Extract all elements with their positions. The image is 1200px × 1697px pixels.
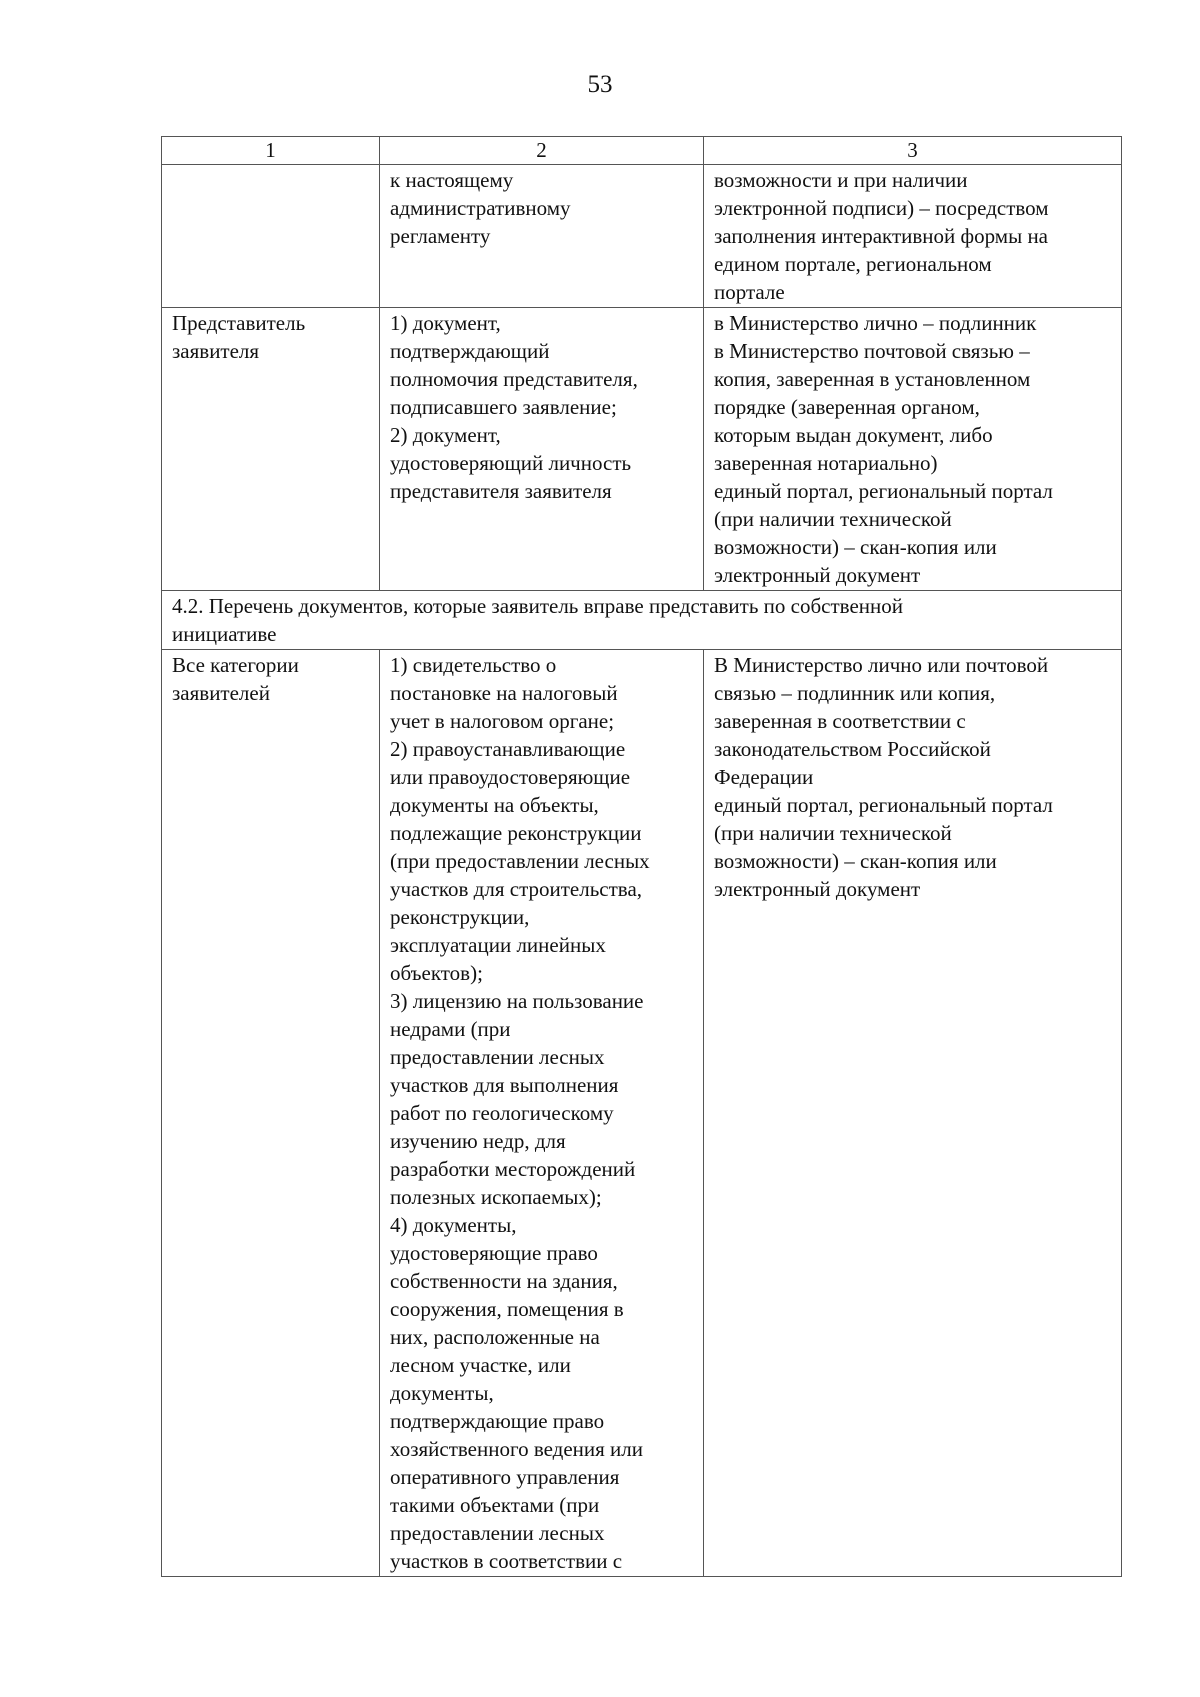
representative-submission-cell — [704, 308, 1122, 591]
text-line: заполнения интерактивной формы на — [714, 224, 1049, 248]
text-line: 2) документ, — [390, 423, 501, 447]
header-cell-1: 1 — [162, 137, 380, 165]
text-line: них, расположенные на — [390, 1325, 600, 1349]
text-line: копия, заверенная в установленном — [714, 367, 1031, 391]
header-cell-3: 3 — [704, 137, 1122, 165]
text-line: участков для строительства, — [390, 877, 643, 901]
text-line: 4.2. Перечень документов, которые заявитель вправе представить по собственной — [172, 594, 903, 618]
text-line: 1) документ, — [390, 311, 501, 335]
text-line: или правоудостоверяющие — [390, 765, 631, 789]
text-line: возможности) – скан-копия или — [714, 535, 997, 559]
continuation-submission-cell — [704, 165, 1122, 308]
text-line: недрами (при — [390, 1017, 511, 1041]
text-line: В Министерство лично или почтовой — [714, 653, 1049, 677]
text-line: 2) правоустанавливающие — [390, 737, 626, 761]
text-line: удостоверяющие право — [390, 1241, 598, 1265]
text-line: 3) лицензию на пользование — [390, 989, 644, 1013]
text-line: постановке на налоговый — [390, 681, 618, 705]
text-line: полезных ископаемых); — [390, 1185, 602, 1209]
continuation-documents-cell — [380, 165, 704, 308]
text-line: такими объектами (при — [390, 1493, 600, 1517]
text-line: лесном участке, или — [390, 1353, 571, 1377]
text-line: оперативного управления — [390, 1465, 620, 1489]
text-line: в Министерство лично – подлинник — [714, 311, 1037, 335]
text-line: участков в соответствии с — [390, 1549, 623, 1573]
text-line: инициативе — [172, 622, 277, 646]
text-line: порядке (заверенная органом, — [714, 395, 980, 419]
section-heading — [162, 591, 1122, 650]
table-row — [162, 165, 1122, 308]
text-line: участков для выполнения — [390, 1073, 619, 1097]
continuation-category-cell — [162, 165, 380, 308]
all-categories-documents-cell — [380, 650, 704, 1577]
text-line: административному — [390, 196, 571, 220]
text-line: заявителя — [172, 339, 260, 363]
text-line: предоставлении лесных — [390, 1045, 605, 1069]
text-line: удостоверяющий личность — [390, 451, 632, 475]
header-cell-2: 2 — [380, 137, 704, 165]
text-line: документы на объекты, — [390, 793, 599, 817]
text-line: эксплуатации линейных — [390, 933, 606, 957]
representative-documents-cell — [380, 308, 704, 591]
page-number: 53 — [587, 71, 613, 98]
all-categories-submission-cell — [704, 650, 1122, 1577]
documents-table — [161, 136, 1122, 1577]
text-line: 1) свидетельство о — [390, 653, 557, 677]
text-line: представителя заявителя — [390, 479, 612, 503]
text-line: законодательством Российской — [714, 737, 991, 761]
table-row — [162, 650, 1122, 1577]
text-line: собственности на здания, — [390, 1269, 618, 1293]
text-line: (при наличии технической — [714, 821, 952, 845]
text-line: (при наличии технической — [714, 507, 952, 531]
text-line: работ по геологическому — [390, 1101, 614, 1125]
text-line: электронный документ — [714, 563, 921, 587]
text-line: электронной подписи) – посредством — [714, 196, 1049, 220]
text-line: возможности) – скан-копия или — [714, 849, 997, 873]
text-line: регламенту — [390, 224, 491, 248]
text-line: к настоящему — [390, 168, 514, 192]
text-line: разработки месторождений — [390, 1157, 636, 1181]
text-line: подтверждающие право — [390, 1409, 605, 1433]
text-line: реконструкции, — [390, 905, 530, 929]
text-line: подписавшего заявление; — [390, 395, 617, 419]
text-line: изучению недр, для — [390, 1129, 566, 1153]
text-line: связью – подлинник или копия, — [714, 681, 996, 705]
representative-category-cell — [162, 308, 380, 591]
text-line: документы, — [390, 1381, 494, 1405]
text-line: хозяйственного ведения или — [390, 1437, 644, 1461]
text-line: единый портал, региональный портал — [714, 479, 1053, 503]
text-line: электронный документ — [714, 877, 921, 901]
all-categories-category-cell — [162, 650, 380, 1577]
text-line: Все категории — [172, 653, 299, 677]
text-line: сооружения, помещения в — [390, 1297, 624, 1321]
text-line: едином портале, региональном — [714, 252, 992, 276]
text-line: объектов); — [390, 961, 483, 985]
text-line: портале — [714, 280, 785, 304]
text-line: подтверждающий — [390, 339, 550, 363]
text-line: (при предоставлении лесных — [390, 849, 650, 873]
text-line: Представитель — [172, 311, 306, 335]
text-line: заверенная нотариально) — [714, 451, 938, 475]
table-row — [162, 308, 1122, 591]
text-line: в Министерство почтовой связью – — [714, 339, 1030, 363]
text-line: Федерации — [714, 765, 814, 789]
text-line: заявителей — [172, 681, 270, 705]
text-line: 4) документы, — [390, 1213, 517, 1237]
text-line: учет в налоговом органе; — [390, 709, 615, 733]
text-line: которым выдан документ, либо — [714, 423, 993, 447]
section-heading-row — [162, 591, 1122, 650]
text-line: заверенная в соответствии с — [714, 709, 966, 733]
text-line: предоставлении лесных — [390, 1521, 605, 1545]
table-header-row — [162, 137, 1122, 165]
text-line: подлежащие реконструкции — [390, 821, 642, 845]
text-line: возможности и при наличии — [714, 168, 968, 192]
text-line: полномочия представителя, — [390, 367, 638, 391]
text-line: единый портал, региональный портал — [714, 793, 1053, 817]
